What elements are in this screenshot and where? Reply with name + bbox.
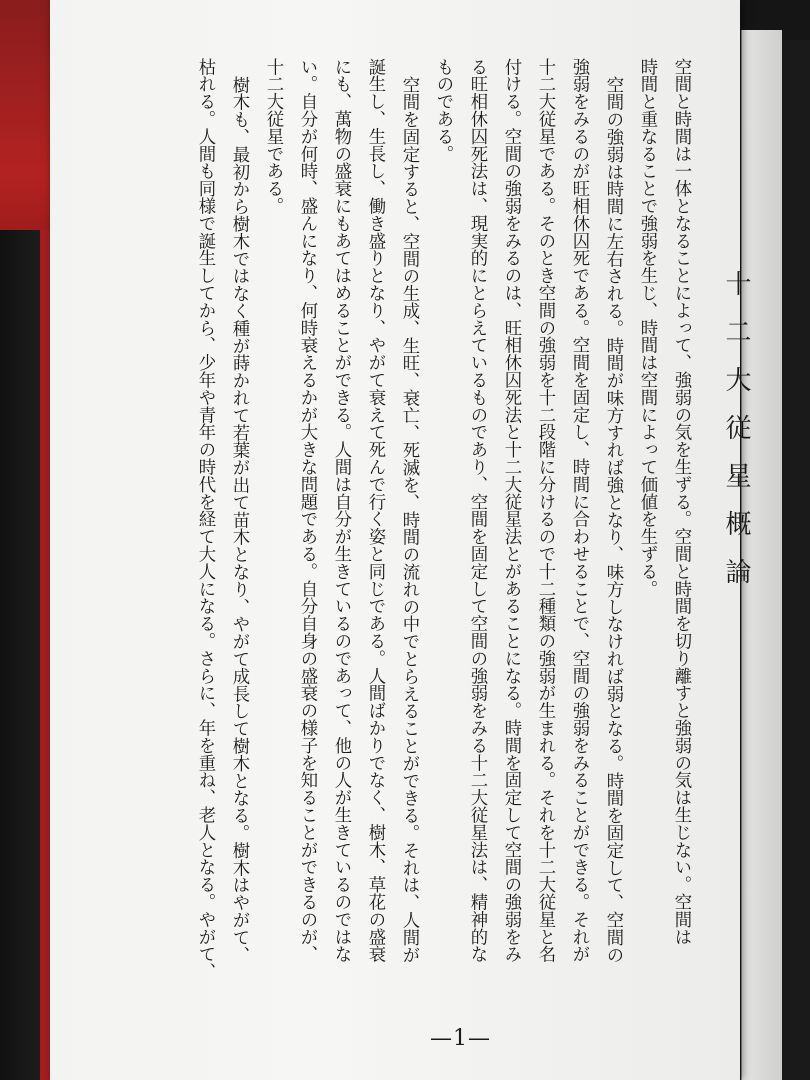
text-line: い。自分が何時、盛んになり、何時衰えるかが大きな問題である。自分自身の盛衰の様子を知ることができるのが、 [297, 58, 317, 963]
text-line: 空間と時間は一体となることによって、強弱の気を生ずる。空間と時間を切り離すと強弱の気は生じない。空間は [671, 58, 691, 946]
text-line: 空間を固定すると、空間の生成、生旺、衰亡、死滅を、時間の流れの中でとらえることができる。それは、人間が [399, 76, 419, 964]
text-line: 付ける。空間の強弱をみるのは、旺相休囚死法と十二大従星法とがあることになる。時間を固定して空間の強弱をみ [501, 58, 521, 963]
text-line: 空間の強弱は時間に左右される。時間が味方すれば強となり、味方しなければ弱となる。時間を固定して、空間の [603, 76, 623, 964]
book-page [50, 0, 751, 1080]
text-line: る旺相休囚死法は、現実的にとらえているものであり、空間を固定して空間の強弱をみる十二大従星法は、精神的な [467, 58, 487, 963]
text-line: 十二大従星である。そのとき空間の強弱を十二段階に分けるので十二種類の強弱が生まれる。それを十二大従星と名 [535, 58, 555, 963]
text-line: にも、萬物の盛衰にもあてはめることができる。人間は自分が生きているのであって、他の人が生きているのではな [331, 58, 351, 963]
text-line: 枯れる。人間も同様で誕生してから、少年や青年の時代を経て大人になる。さらに、年を重ね、老人となる。やがて、 [195, 58, 215, 981]
text-line: 十二大従星である。 [263, 58, 283, 215]
text-line: 強弱をみるのが旺相休囚死である。空間を固定し、時間に合わせることで、空間の強弱をみることができる。それが [569, 58, 589, 963]
text-line: 誕生し、生長し、働き盛りとなり、やがて衰えて死んで行く姿と同じである。人間ばかりでなく、樹木、草花の盛衰 [365, 58, 385, 963]
text-line: 時間と重なることで強弱を生じ、時間は空間によって価値を生ずる。 [637, 58, 657, 598]
text-line: ものである。 [433, 58, 453, 163]
body-text [140, 58, 770, 1018]
chapter-title: 十二大従星概論 [721, 270, 751, 606]
page-number: —1— [430, 1026, 491, 1051]
text-line: 樹木も、最初から樹木ではなく種が蒔かれて若葉が出て苗木となり、やがて成長して樹木となる。樹木はやがて、 [229, 76, 249, 964]
